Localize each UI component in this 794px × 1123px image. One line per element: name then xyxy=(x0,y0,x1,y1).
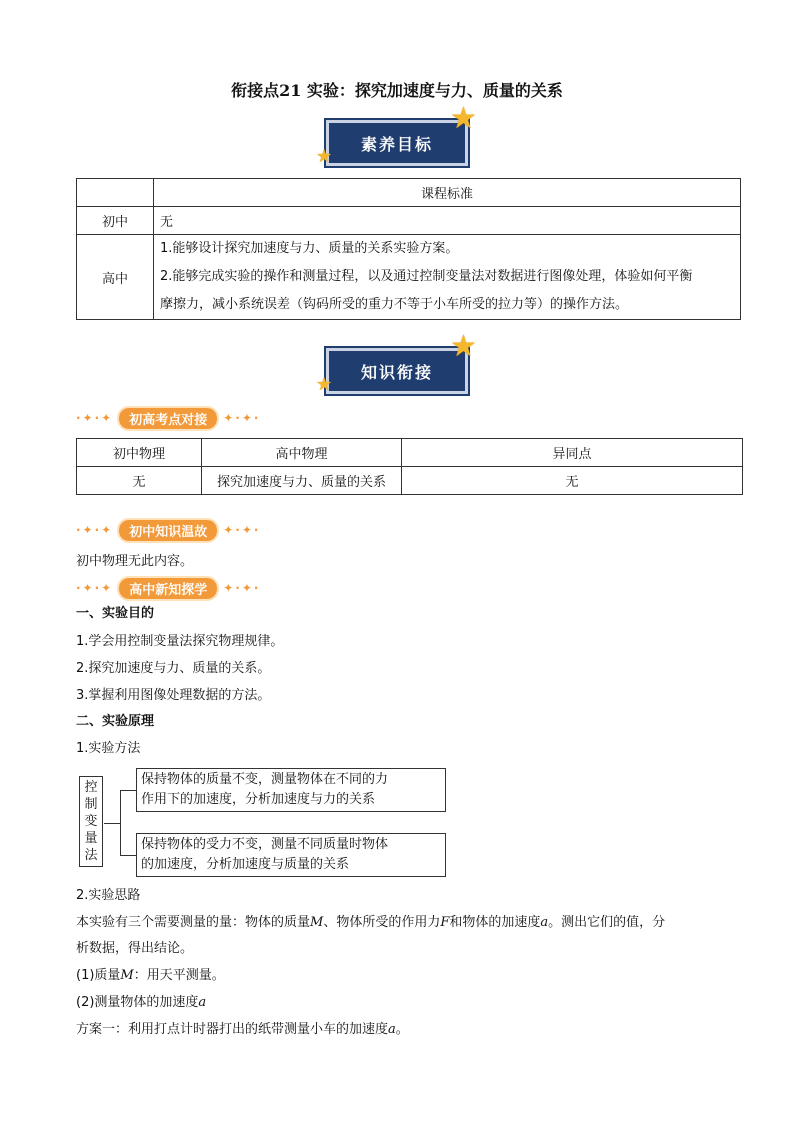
section-label: 初中知识温故 xyxy=(119,520,217,541)
text-run: 。 xyxy=(395,1022,409,1037)
section-label: 初高考点对接 xyxy=(119,408,217,429)
var-a: a xyxy=(388,1022,396,1037)
star-icon: ★ xyxy=(450,329,477,364)
root-char: 法 xyxy=(84,848,98,863)
sparkle-icon: ✦·✦· xyxy=(223,411,261,425)
heading-experiment-principle: 二、实验原理 xyxy=(76,714,155,729)
sparkle-icon: ·✦·✦ xyxy=(76,581,114,595)
box-line: 保持物体的受力不变，测量不同质量时物体 xyxy=(141,837,389,852)
var-a: a xyxy=(198,995,207,1010)
connector-line xyxy=(120,790,136,791)
text-run: ：用天平测量。 xyxy=(133,968,225,983)
table-cell: 无 xyxy=(77,467,202,495)
sparkle-icon: ✦·✦· xyxy=(223,581,261,595)
section-heading xyxy=(76,407,260,429)
goal-item: 3.掌握利用图像处理数据的方法。 xyxy=(76,688,271,703)
paragraph: 初中物理无此内容。 xyxy=(76,554,194,569)
standard-line: 摩擦力，减小系统误差（钩码所受的重力不等于小车所受的拉力等）的操作方法。 xyxy=(160,297,629,312)
section-label: 高中新知探学 xyxy=(119,578,217,599)
control-variable-box xyxy=(79,776,103,867)
var-M: M xyxy=(310,915,324,930)
text-run: 和物体的加速度 xyxy=(449,915,541,930)
subheading-idea: 2.实验思路 xyxy=(76,888,141,903)
sparkle-icon: ✦·✦· xyxy=(223,523,261,537)
banner-knowledge-link xyxy=(326,348,468,394)
root-char: 量 xyxy=(84,831,98,846)
root-char: 制 xyxy=(84,797,98,812)
table-header: 初中物理 xyxy=(77,439,202,467)
var-a: a xyxy=(540,915,549,930)
table-cell: 无 xyxy=(402,467,743,495)
table-header: 高中物理 xyxy=(202,439,402,467)
table-header: 异同点 xyxy=(402,439,743,467)
var-F: F xyxy=(440,915,450,930)
star-icon: ★ xyxy=(316,146,333,167)
row-value xyxy=(154,235,741,320)
paragraph xyxy=(76,1018,726,1042)
connector-line xyxy=(104,823,120,824)
standard-line: 2.能够完成实验的操作和测量过程，以及通过控制变量法对数据进行图像处理，体验如何平衡 xyxy=(160,269,693,284)
banner-label: 素养目标 xyxy=(360,134,433,154)
star-icon: ★ xyxy=(450,101,477,136)
table-header: 课程标准 xyxy=(154,179,741,207)
connector-line xyxy=(120,855,136,856)
box-line: 作用下的加速度，分析加速度与力的关系 xyxy=(141,792,376,807)
text-run: 。测出它们的值，分 xyxy=(548,915,666,930)
sparkle-icon: ·✦·✦ xyxy=(76,523,114,537)
root-char: 控 xyxy=(84,780,98,795)
star-icon: ★ xyxy=(316,374,333,395)
comparison-table xyxy=(76,438,743,495)
box-line: 保持物体的质量不变，测量物体在不同的力 xyxy=(141,772,389,787)
banner-label: 知识衔接 xyxy=(360,362,433,382)
box-line: 的加速度，分析加速度与质量的关系 xyxy=(141,857,350,872)
var-M: M xyxy=(120,968,134,983)
text-run: (2)测量物体的加速度 xyxy=(76,995,199,1010)
goal-item: 2.探究加速度与力、质量的关系。 xyxy=(76,661,271,676)
row-label: 初中 xyxy=(77,207,154,235)
paragraph xyxy=(76,911,726,935)
root-char: 变 xyxy=(84,814,98,829)
section-heading xyxy=(76,577,260,599)
table-cell: 探究加速度与力、质量的关系 xyxy=(202,467,402,495)
page-title: 衔接点21 实验：探究加速度与力、质量的关系 xyxy=(231,81,563,100)
banner-literacy-goals xyxy=(326,120,468,166)
text-run: (1)质量 xyxy=(76,968,121,983)
section-heading xyxy=(76,519,260,541)
text-run: 方案一：利用打点计时器打出的纸带测量小车的加速度 xyxy=(76,1022,389,1037)
row-label: 高中 xyxy=(77,235,154,320)
sparkle-icon: ·✦·✦ xyxy=(76,411,114,425)
paragraph: 析数据，得出结论。 xyxy=(76,941,194,956)
heading-experiment-goal: 一、实验目的 xyxy=(76,606,155,621)
table-cell xyxy=(77,179,154,207)
standard-line: 1.能够设计探究加速度与力、质量的关系实验方案。 xyxy=(160,241,459,256)
list-item xyxy=(76,991,726,1015)
list-item xyxy=(76,964,726,988)
subheading-method: 1.实验方法 xyxy=(76,741,141,756)
method-box-mass-constant xyxy=(136,768,446,812)
goal-item: 1.学会用控制变量法探究物理规律。 xyxy=(76,634,284,649)
method-box-force-constant xyxy=(136,833,446,877)
row-value: 无 xyxy=(154,207,741,235)
curriculum-table xyxy=(76,178,741,320)
connector-line xyxy=(120,790,121,856)
text-run: 、物体所受的作用力 xyxy=(323,915,441,930)
text-run: 本实验有三个需要测量的量：物体的质量 xyxy=(76,915,311,930)
